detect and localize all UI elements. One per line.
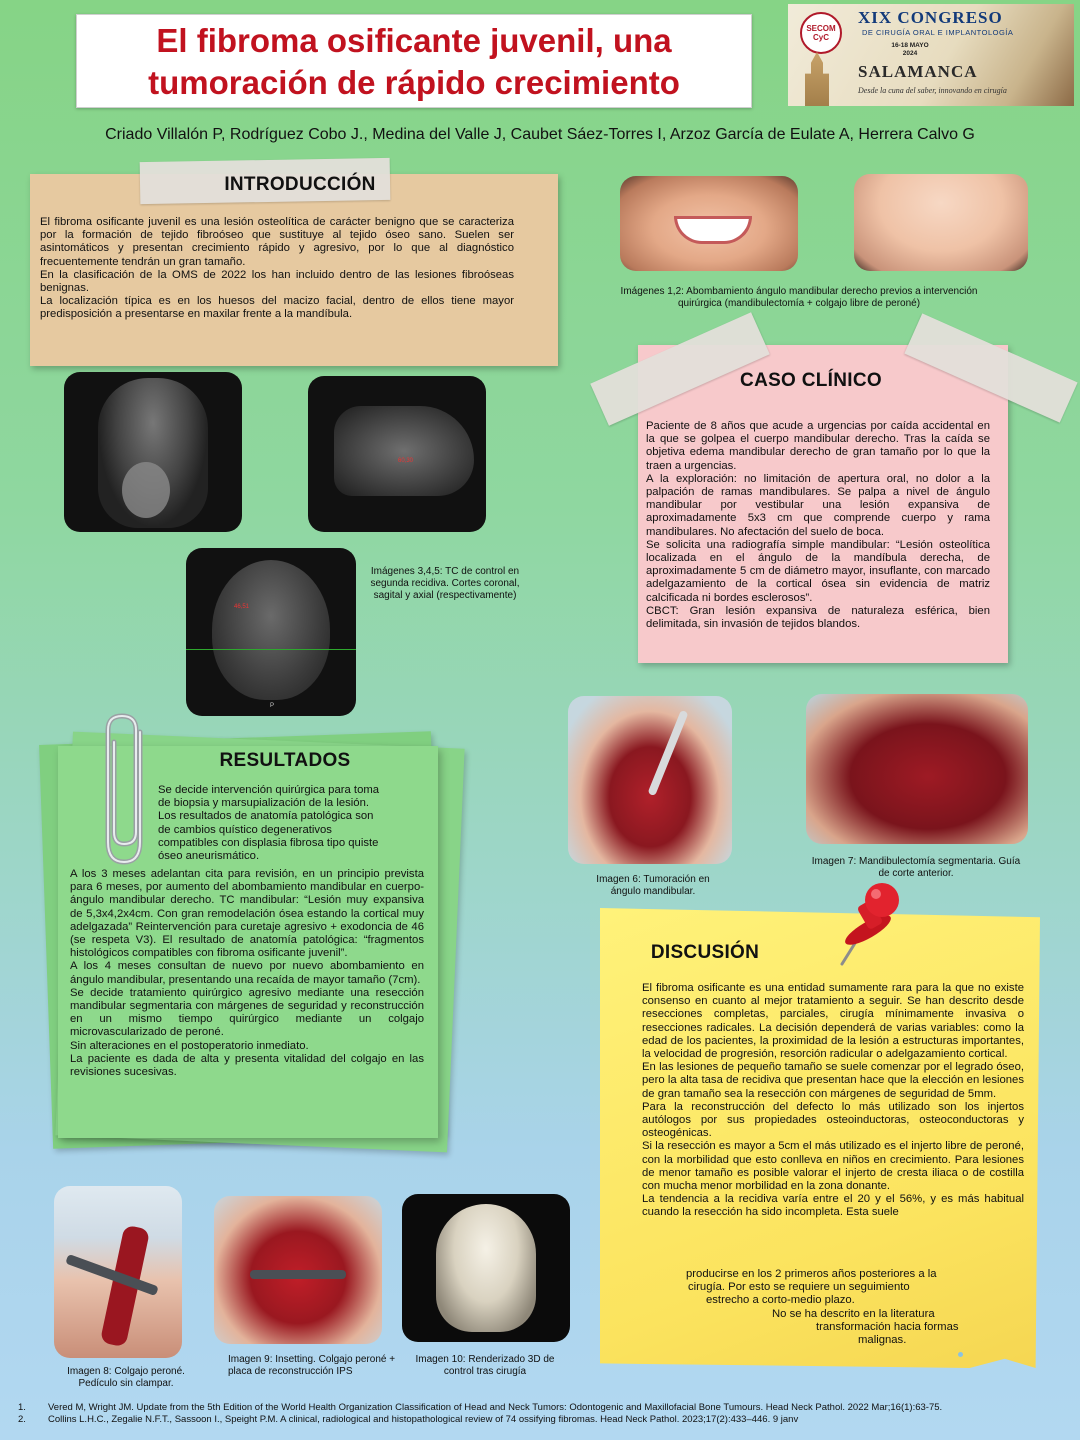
caso-paragraph: Paciente de 8 años que acude a urgencias por caída accidental en la que se golpea el cuerpo mandibular derecho. Tras la caída se objetiva edema mandibular derecho de gran tamaño por lo que la traen a urgencias. [646,420,990,472]
resultados-line: óseo aneurismático. [158,850,260,863]
intro-paragraph: En la clasificación de la OMS de 2022 los han incluido dentro de las lesiones fibroóseas benignas. [40,268,514,295]
discusion-tail-line: malignas. [858,1334,907,1347]
decorative-dot [958,1352,963,1357]
authors-line: Criado Villalón P, Rodríguez Cobo J., Medina del Valle J, Caubet Sáez-Torres I, Arzoz García de Eulate A, Herrera Calvo G [105,126,975,143]
ct-axial-marker: P [270,703,275,709]
resultados-line: de cambios quístico degenerativos [158,823,332,836]
ct-axial-section [212,560,330,700]
caption-img-10: Imagen 10: Renderizado 3D de control tras cirugía [415,1354,555,1377]
cathedral-illustration [802,52,832,106]
discusion-paragraph: El fibroma osificante es una entidad sumamente rara para la que no existe consenso en cuanto al mejor tratamiento a seguir. Se han descrito desde resecciones completas, parciales, cirugía mínimamente invasiva o resecciones radicales. La decisión dependerá de varias variables: como la edad de los pacientes, la proximidad de la lesión a estructuras importantes, la velocidad de progresión, resorción radicular o adelgazamiento cortical. [642,982,1024,1061]
discusion-tail-line: estrecho a corto-medio plazo. [706,1294,855,1307]
discusion-tail-line: No se ha descrito en la literatura [772,1307,935,1320]
ct-axial [186,548,356,716]
resultados-paragraph: Se decide tratamiento quirúrgico agresivo mediante una resección mandibular segmentaria con márgenes de seguridad y reconstrucción en un mismo tiempo quirúrgico mediante un colgajo microvascularizado de peroné. [70,986,424,1039]
resultados-line: Los resultados de anatomía patológica son [158,810,374,823]
resultados-indented [158,784,428,863]
resultados-paragraph: Sin alteraciones en el postoperatorio inmediato. [70,1039,309,1052]
discusion-tail-line: transformación hacia formas [816,1320,959,1333]
pushpin-icon [828,880,908,970]
caso-paragraph: CBCT: Gran lesión expansiva de naturaleza esférica, bien delimitada, sin invasión de tejidos blandos. [646,604,990,631]
photo-peroneal-flap [54,1186,182,1358]
ct-axial-measure: 46,51 [234,604,250,610]
photo-smile-frontal [620,176,798,271]
caso-title: CASO CLÍNICO [740,370,882,391]
congress-logo [788,4,1074,106]
caption-img-8: Imagen 8: Colgajo peroné. Pedículo sin clampar. [67,1366,185,1389]
poster-title [76,14,752,108]
resultados-title: RESULTADOS [219,750,351,771]
reference-number: 1. [18,1402,26,1413]
caption-img-7: Imagen 7: Mandibulectomía segmentaria. Guía de corte anterior. [811,856,1021,879]
logo-congreso: XIX CONGRESO [858,8,1003,27]
caption-img-9: Imagen 9: Insetting. Colgajo peroné + placa de reconstrucción IPS [228,1354,396,1377]
logo-fecha [880,42,940,58]
resultados-line: de biopsia y marsupialización de la lesión. [158,797,369,810]
intro-paragraph: La localización típica es en los huesos del macizo facial, dentro de ellos tiene mayor predisposición a presentarse en maxilar frente a la mandíbula. [40,295,514,321]
caption-img-3-4-5: Imágenes 3,4,5: TC de control en segunda recidiva. Cortes coronal, sagital y axial (respectivamente) [370,566,520,601]
ct-sagital [308,376,486,532]
photo-insetting [214,1196,382,1344]
discusion-tail-line: producirse en los 2 primeros años posteriores a la [686,1268,937,1280]
caso-body [646,420,990,631]
logo-fecha-dias: 16-18 MAYO [891,42,929,49]
logo-fecha-anio: 2024 [902,50,918,57]
logo-ciudad: SALAMANCA [858,62,978,81]
resultados-line: compatibles con displasia fibrosa tipo quiste [158,836,379,849]
title-line-1: El fibroma osificante juvenil, una [156,22,672,59]
reference-text: Collins L.H.C., Zegalie N.F.T., Sassoon I., Speight P.M. A clinical, radiological and histopathological review of 74 ossifying fibromas. Head Neck Pathol. 2023;17(2):433–446. 9 janv [48,1414,799,1425]
title-line-2: tumoración de rápido crecimiento [148,64,680,101]
photo-surgery-tumor [568,696,732,864]
resultados-body [70,868,424,1079]
skull-render [436,1204,536,1332]
intro-title: INTRODUCCIÓN [224,174,376,195]
resultados-paragraph: A los 4 meses consultan de nuevo por nuevo abombamiento en ángulo mandibular, presentando una recaída de mayor tamaño (7cm). [70,960,424,986]
discusion-paragraph: Para la reconstrucción del defecto lo más utilizado son los injertos autólogos por sus propiedades osteoinductoras, osteoconductoras y osteogénicas. [642,1100,1024,1140]
caption-img-1-2: Imágenes 1,2: Abombamiento ángulo mandibular derecho previos a intervención quirúrgica (mandibulectomía + colgajo libre de peroné) [620,286,978,309]
discusion-paragraph: Si la resección es mayor a 5cm el más utilizado es el injerto libre de peroné, con la morbilidad que esto conlleva en niños en crecimiento. Para lesiones de menor tamaño es posible valorar el injerto de cresta iliaca o de costilla con mucha menor morbilidad en la zona donante. [642,1140,1024,1193]
ct-sagital-mandible [334,406,474,496]
resultados-paragraph: La paciente es dada de alta y presenta vitalidad del colgajo en las revisiones sucesivas. [70,1052,424,1079]
photo-mandibulectomy [806,694,1028,844]
caption-img-6: Imagen 6: Tumoración en ángulo mandibular. [596,874,710,897]
resultados-line: Se decide intervención quirúrgica para toma [158,784,380,796]
ct-coronal [64,372,242,532]
reference-item [18,1414,1068,1426]
ips-plate [250,1270,346,1279]
reference-item [18,1402,1068,1414]
discusion-body [642,982,1024,1220]
intro-body [40,216,514,322]
intro-paragraph: El fibroma osificante juvenil es una lesión osteolítica de carácter benigno que se caracteriza por la formación de tejido fibroóseo que sustituye al tejido óseo sano. Suelen ser asintomáticos y presentan crecimiento rápido y agresivo, por lo que al diagnóstico frecuentemente tendrán un gran tamaño. [40,216,514,268]
ct-sagital-measure: 60,30 [398,458,414,464]
discusion-tail [686,1268,986,1347]
surgical-instrument [647,710,688,796]
references [18,1402,1068,1426]
discusion-title: DISCUSIÓN [650,942,760,963]
logo-lema: Desde la cuna del saber, innovando en cirugía [858,86,1007,95]
discusion-paragraph: La tendencia a la recidiva varía entre el 20 y el 56%, y es más habitual cuando la resección ha sido incompleta. Esta suele [642,1193,1024,1219]
discusion-paragraph: En las lesiones de pequeño tamaño se suele comenzar por el legrado óseo, pero la alta tasa de recidiva que presentan hace que la elección en lesiones de gran tamaño sea la resección con márgenes de seguridad de 5mm. [642,1061,1024,1100]
photo-chin-inferior [854,174,1028,271]
photo-3d-render [402,1194,570,1342]
reference-text: Vered M, Wright JM. Update from the 5th Edition of the World Health Organization Classification of Head and Neck Tumors: Odontogenic and Maxillofacial Bone Tumours. Head Neck Pathol. 2022 Mar;16(1):63-75. [48,1402,943,1413]
paperclip-icon [100,712,156,868]
discusion-tail-line: cirugía. Por esto se requiere un seguimiento [688,1281,910,1294]
caso-paragraph: A la exploración: no limitación de apertura oral, no dolor a la palpación de ramas mandibulares. Se palpa a nivel de ángulo mandibular por vestibular una lesión expansiva de aproximadamente 5x3 cm que comprende cuerpo y rama mandibulares. No afectación del suelo de boca. [646,472,990,538]
ct-axial-guide-line [186,649,356,650]
reference-number: 2. [18,1414,26,1425]
logo-subtitle: DE CIRUGÍA ORAL E IMPLANTOLOGÍA [862,28,1014,37]
teeth-shape [674,216,752,244]
ct-coronal-lesion [122,462,170,518]
resultados-paragraph: A los 3 meses adelantan cita para revisión, en un principio prevista para 6 meses, por aumento del abombamiento mandibular en cuerpo-ángulo mandibular derecho. TC mandibular: “Lesión muy expansiva de 5,3x4,2x4cm. Con gran remodelación ósea estando la cortical muy adelgazada” Reintervención para curetaje agresivo + exodoncia de 46 (se respeta V3). El resultado de anatomía patológica: “fragmentos histológicos compatibles con fibroma osificante juvenil”. [70,868,424,960]
caso-paragraph: Se solicita una radiografía simple mandibular: “Lesión osteolítica localizada en el ángulo de la mandíbula derecha, de aproximadamente 5 cm de diámetro mayor, insuflante, con marcado adelgazamiento de la cortical ósea sin evidencia de matriz calcificada ni bordes esclerosos”. [646,538,990,604]
society-badge: SECOM CyC [800,12,842,54]
